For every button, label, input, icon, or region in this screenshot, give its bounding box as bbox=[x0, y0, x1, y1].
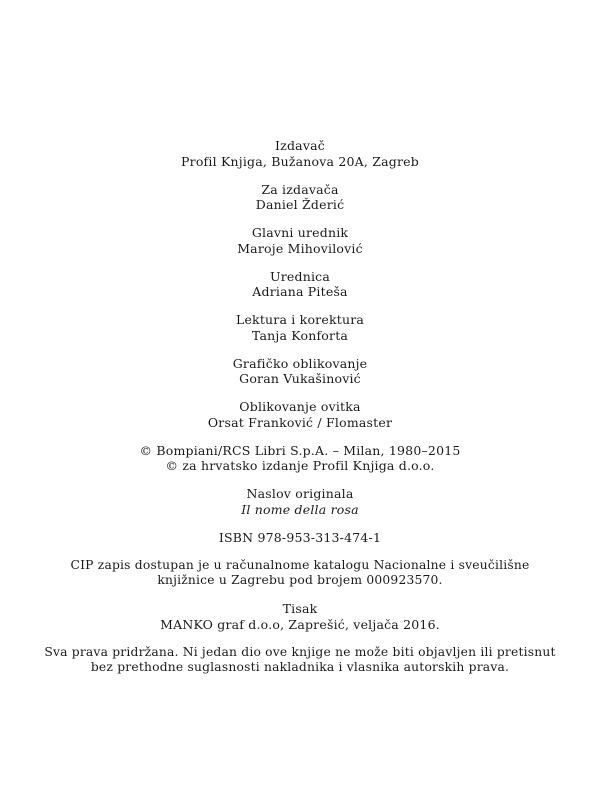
graphic-design-block bbox=[0, 356, 600, 387]
graphic-design-value: Goran Vukašinović bbox=[239, 371, 361, 386]
publisher-block bbox=[0, 138, 600, 169]
copyright-block bbox=[0, 443, 600, 474]
colophon-page bbox=[0, 138, 600, 688]
original-title-label: Naslov originala bbox=[246, 486, 354, 501]
publisher-value: Profil Knjiga, Bužanova 20A, Zagreb bbox=[181, 153, 419, 169]
cover-design-value: Orsat Franković / Flomaster bbox=[207, 414, 393, 430]
print-block bbox=[0, 601, 600, 632]
proofreading-value: Tanja Konforta bbox=[251, 327, 349, 343]
cip-line-1: CIP zapis dostupan je u računalnome katalogu Nacionalne i sveučilišne bbox=[70, 557, 530, 572]
graphic-design-label: Grafičko oblikovanje bbox=[232, 355, 368, 371]
for-publisher-label: Za izdavača bbox=[261, 181, 339, 197]
editor-in-chief-label: Glavni urednik bbox=[251, 225, 349, 240]
print-label: Tisak bbox=[282, 601, 318, 616]
print-value: MANKO graf d.o.o, Zaprešić, veljača 2016. bbox=[160, 616, 440, 632]
editor-label: Urednica bbox=[269, 268, 330, 284]
copyright-line-1: © Bompiani/RCS Libri S.p.A. – Milan, 1980–2015 bbox=[139, 442, 461, 458]
rights-block bbox=[0, 645, 600, 676]
editor-block bbox=[0, 269, 600, 300]
cip-line-2: knjižnice u Zagrebu pod brojem 000923570. bbox=[157, 573, 443, 587]
isbn-block bbox=[0, 530, 600, 546]
for-publisher-value: Daniel Žderić bbox=[255, 197, 345, 212]
isbn: ISBN 978-953-313-474-1 bbox=[218, 529, 382, 545]
original-title-block bbox=[0, 486, 600, 517]
proofreading-block bbox=[0, 312, 600, 343]
editor-in-chief-block bbox=[0, 225, 600, 256]
cip-block bbox=[0, 558, 600, 589]
editor-in-chief-value: Maroje Mihovilović bbox=[237, 240, 363, 256]
editor-value: Adriana Piteša bbox=[252, 284, 348, 299]
original-title-value: Il nome della rosa bbox=[241, 501, 359, 517]
copyright-line-2: © za hrvatsko izdanje Profil Knjiga d.o.o. bbox=[165, 458, 435, 473]
rights-line-2: bez prethodne suglasnosti nakladnika i vlasnika autorskih prava. bbox=[90, 660, 510, 674]
for-publisher-block bbox=[0, 182, 600, 213]
publisher-label: Izdavač bbox=[275, 138, 325, 153]
cover-design-label: Oblikovanje ovitka bbox=[239, 399, 361, 414]
proofreading-label: Lektura i korektura bbox=[235, 312, 365, 327]
cover-design-block bbox=[0, 399, 600, 430]
rights-line-1: Sva prava pridržana. Ni jedan dio ove knjige ne može biti objavljen ili pretisnut bbox=[44, 644, 556, 659]
